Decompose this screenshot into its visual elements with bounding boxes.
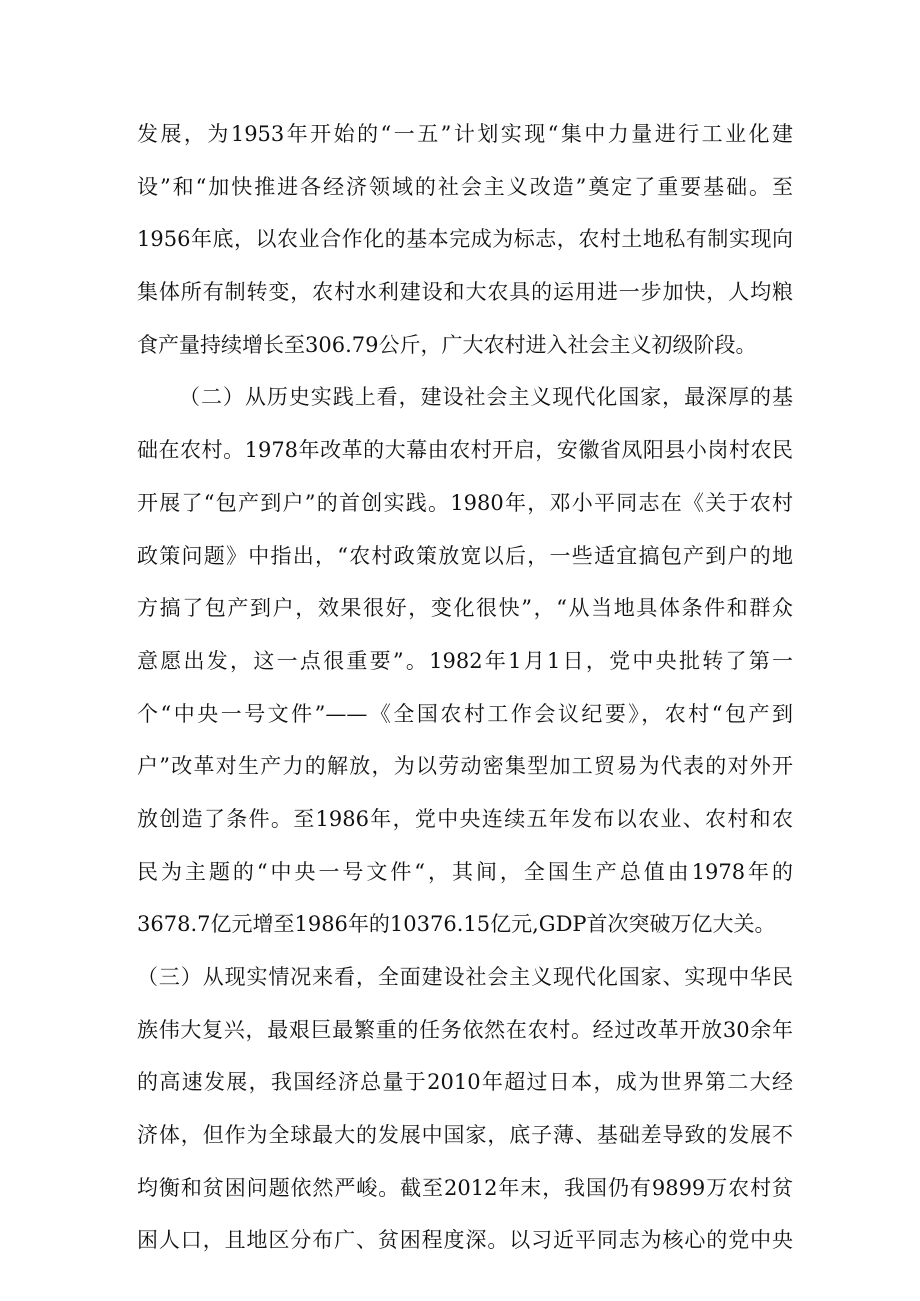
text-line: 的高速发展，我国经济总量于2010年超过日本，成为世界第二大经 xyxy=(137,1070,793,1095)
text-line: 济体，但作为全球最大的发展中国家，底子薄、基础差导致的发展不 xyxy=(137,1123,793,1148)
text-line: 设”和“加快推进各经济领域的社会主义改造”奠定了重要基础。至 xyxy=(137,174,793,199)
text-line: 1956年底，以农业合作化的基本完成为标志，农村土地私有制实现向 xyxy=(137,227,793,252)
text-line: 均衡和贫困问题依然严峻。截至2012年末，我国仍有9899万农村贫 xyxy=(137,1175,793,1200)
text-line: 民为主题的“中央一号文件“，其间，全国生产总值由1978年的 xyxy=(137,859,793,884)
text-line: 放创造了条件。至1986年，党中央连续五年发布以农业、农村和农 xyxy=(137,806,793,831)
text-line: 户”改革对生产力的解放，为以劳动密集型加工贸易为代表的对外开 xyxy=(137,754,793,779)
text-line: 政策问题》中指出，“农村政策放宽以后，一些适宜搞包产到户的地 xyxy=(137,543,793,568)
text-line: （二）从历史实践上看，建设社会主义现代化国家，最深厚的基 xyxy=(179,385,793,410)
text-line: 意愿出发，这一点很重要”。1982年1月1日，党中央批转了第一 xyxy=(137,648,793,673)
text-line: 食产量持续增长至306.79公斤，广大农村进入社会主义初级阶段。 xyxy=(137,332,757,357)
text-line: 3678.7亿元增至1986年的10376.15亿元,GDP首次突破万亿大关。 xyxy=(137,912,776,937)
text-line: 集体所有制转变，农村水利建设和大农具的运用进一步加快，人均粮 xyxy=(137,280,793,305)
text-line: （三）从现实情况来看，全面建设社会主义现代化国家、实现中华民 xyxy=(137,965,793,989)
text-line: 发展，为1953年开始的“一五”计划实现“集中力量进行工业化建 xyxy=(137,122,793,146)
text-line: 族伟大复兴，最艰巨最繁重的任务依然在农村。经过改革开放30余年 xyxy=(137,1017,793,1042)
body-text xyxy=(137,108,793,1267)
text-line: 困人口，且地区分布广、贫困程度深。以习近平同志为核心的党中央 xyxy=(137,1228,793,1253)
text-line: 开展了“包产到户”的首创实践。1980年，邓小平同志在《关于农村 xyxy=(137,490,793,515)
text-line: 础在农村。1978年改革的大幕由农村开启，安徽省凤阳县小岗村农民 xyxy=(137,438,793,463)
text-line: 个“中央一号文件”——《全国农村工作会议纪要》，农村“包产到 xyxy=(137,701,793,726)
text-line: 方搞了包产到户，效果很好，变化很快”，“从当地具体条件和群众 xyxy=(137,596,793,621)
